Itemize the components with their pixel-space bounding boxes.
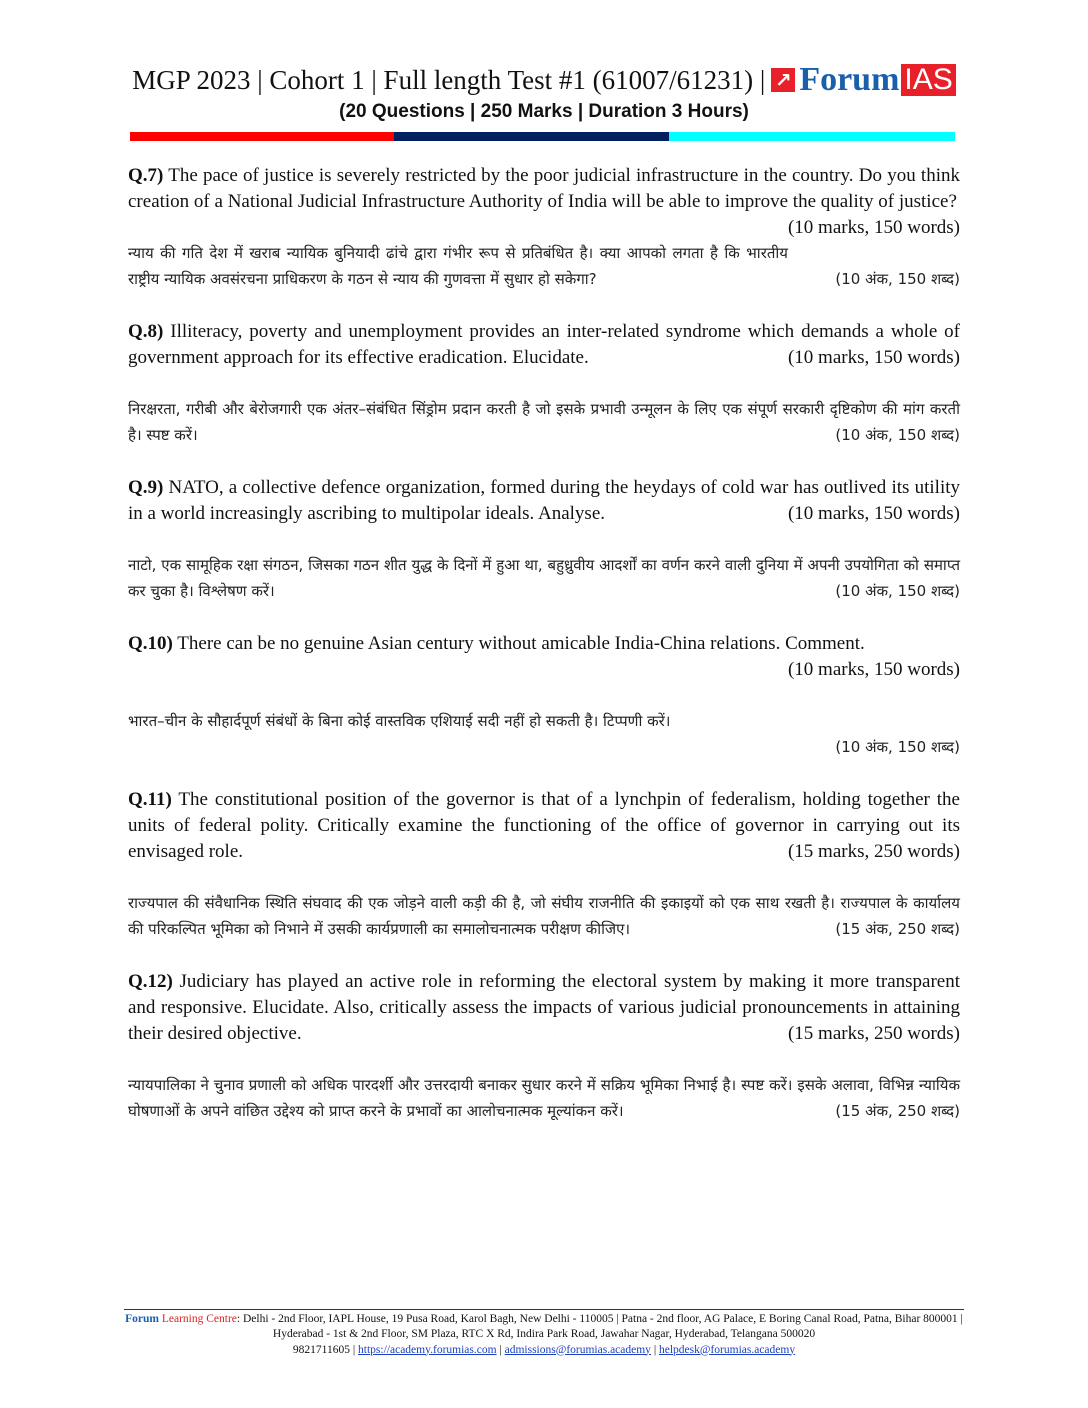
header-bars xyxy=(130,132,955,141)
question-7-english: Q.7) The pace of justice is severely restricted by the poor judicial infrastructure in the country. Do you think creation of a National Judicial Infrastructure Authority of India will be able to improve the quality of justice? (10 marks, 150 words) xyxy=(128,163,960,215)
question-10-english: Q.10) There can be no genuine Asian century without amicable India-China relations. Comment. (10 marks, 150 words) xyxy=(128,633,960,680)
website-link[interactable]: https://academy.forumias.com xyxy=(358,1343,497,1356)
test-title: MGP 2023 | Cohort 1 | Full length Test #1 (61007/61231) | xyxy=(132,64,766,95)
question-11-hindi: राज्यपाल की संवैधानिक स्थिति संघवाद की एक जोड़ने वाली कड़ी की है, जो संघीय राजनीति की इकाइयों को एक साथ रखती है। राज्यपाल के कार्यालय की परिकल्पित भूमिका को निभाने में उसकी कार्यप्रणाली का समालोचनात्मक परीक्षण कीजिए। (15 अंक, 250 शब्द) xyxy=(128,894,960,938)
admissions-email-link[interactable]: admissions@forumias.academy xyxy=(504,1343,651,1356)
header-bar-red xyxy=(130,132,394,141)
question-7-hindi: न्याय की गति देश में खराब न्यायिक बुनियादी ढांचे द्वारा गंभीर रूप से प्रतिबंधित है। क्या आपको लगता है कि भारतीय राष्ट्रीय न्यायिक अवसंरचना प्राधिकरण के गठन से न्याय की गुणवत्ता में सुधार हो सकेगा? (10 अंक, 150 शब्द) xyxy=(128,244,960,288)
helpdesk-email-link[interactable]: helpdesk@forumias.academy xyxy=(659,1343,796,1356)
header-bar-navy xyxy=(394,132,669,141)
question-12-english: Q.12) Judiciary has played an active role in reforming the electoral system by making it more transparent and responsive. Elucidate. Also, critically assess the impacts of various judicial pronouncements in attaining their desired objective. (15 marks, 250 words) xyxy=(128,971,961,1044)
footer-wrap xyxy=(124,1309,964,1359)
marks: (10 marks, 150 words) xyxy=(787,217,960,238)
header-bar-cyan xyxy=(669,132,955,141)
questions-list xyxy=(128,163,960,1151)
question-12-hindi: न्यायपालिका ने चुनाव प्रणाली को अधिक पारदर्शी और उत्तरदायी बनाकर सुधार करने में सक्रिय भूमिका निभाई है। स्पष्ट करें। इसके अलावा, विभिन्न न्यायिक घोषणाओं के अपने वांछित उद्देश्य को प्राप्त करने के प्रभावों का आलोचनात्मक मूल्यांकन करें। (15 अंक, 250 शब्द) xyxy=(128,1076,960,1120)
test-subtitle: (20 Questions | 250 Marks | Duration 3 Hours) xyxy=(339,101,749,122)
question-8-english: Q.8) Illiteracy, poverty and unemployment provides an inter-related syndrome which demands a whole of government approach for its effective eradication. Elucidate. (10 marks, 150 words) xyxy=(128,321,961,368)
footer: Forum Learning Centre: Delhi - 2nd Floor, IAPL House, 19 Pusa Road, Karol Bagh, New Delhi - 110005 | Patna - 2nd floor, AG Palace, E Boring Canal Road, Patna, Bihar 800001 | Hyderabad - 1st & 2nd Floor, SM Plaza, RTC X Rd, Indira Park Road, Jawahar Nagar, Hyderabad, Telangana 500020 9821711605 | https://academy.forumias.com | admissions@forumias.academy | helpdesk@forumias.academy xyxy=(125,1312,963,1356)
header-row xyxy=(0,61,1088,98)
question-11-english: Q.11) The constitutional position of the governor is that of a lynchpin of federalism, holding together the units of federal polity. Critically examine the functioning of the office of governor in carrying out its envisaged role. (15 marks, 250 words) xyxy=(128,789,960,862)
question-9-english: Q.9) NATO, a collective defence organization, formed during the heydays of cold war has outlived its utility in a world increasingly ascribing to multipolar ideals. Analyse. (10 marks, 150 words) xyxy=(128,477,961,524)
question-10-hindi: भारत–चीन के सौहार्दपूर्ण संबंधों के बिना कोई वास्तविक एशियाई सदी नहीं हो सकती है। टिप्पणी करें। (10 अंक, 150 शब्द) xyxy=(128,712,960,756)
question-8-hindi: निरक्षरता, गरीबी और बेरोजगारी एक अंतर–संबंधित सिंड्रोम प्रदान करती है जो इसके प्रभावी उन्मूलन के लिए एक संपूर्ण सरकारी दृष्टिकोण की मांग करती है। स्पष्ट करें। (10 अंक, 150 शब्द) xyxy=(128,400,960,444)
logo-ias: IAS xyxy=(901,64,955,96)
arrow-icon: ↗ xyxy=(771,68,795,92)
footer-divider xyxy=(124,1309,964,1310)
footer-address: Delhi - 2nd Floor, IAPL House, 19 Pusa Road, Karol Bagh, New Delhi - 110005 | Patna - 2nd floor, AG Palace, E Boring Canal Road, Patna, Bihar 800001 | Hyderabad - 1st & 2nd Floor, SM Plaza, RTC X Rd, Indira Park Road, Jawahar Nagar, Hyderabad, Telangana 500020 xyxy=(242,1312,963,1340)
footer-phone: 9821711605 | xyxy=(292,1343,356,1356)
question-9-hindi: नाटो, एक सामूहिक रक्षा संगठन, जिसका गठन शीत युद्ध के दिनों में हुआ था, बहुध्रुवीय आदर्शों का वर्णन करने वाली दुनिया में अपनी उपयोगिता को समाप्त कर चुका है। विश्लेषण करें। (10 अंक, 150 शब्द) xyxy=(128,556,960,600)
forumias-logo xyxy=(771,61,955,98)
logo-forum: Forum xyxy=(799,61,900,98)
